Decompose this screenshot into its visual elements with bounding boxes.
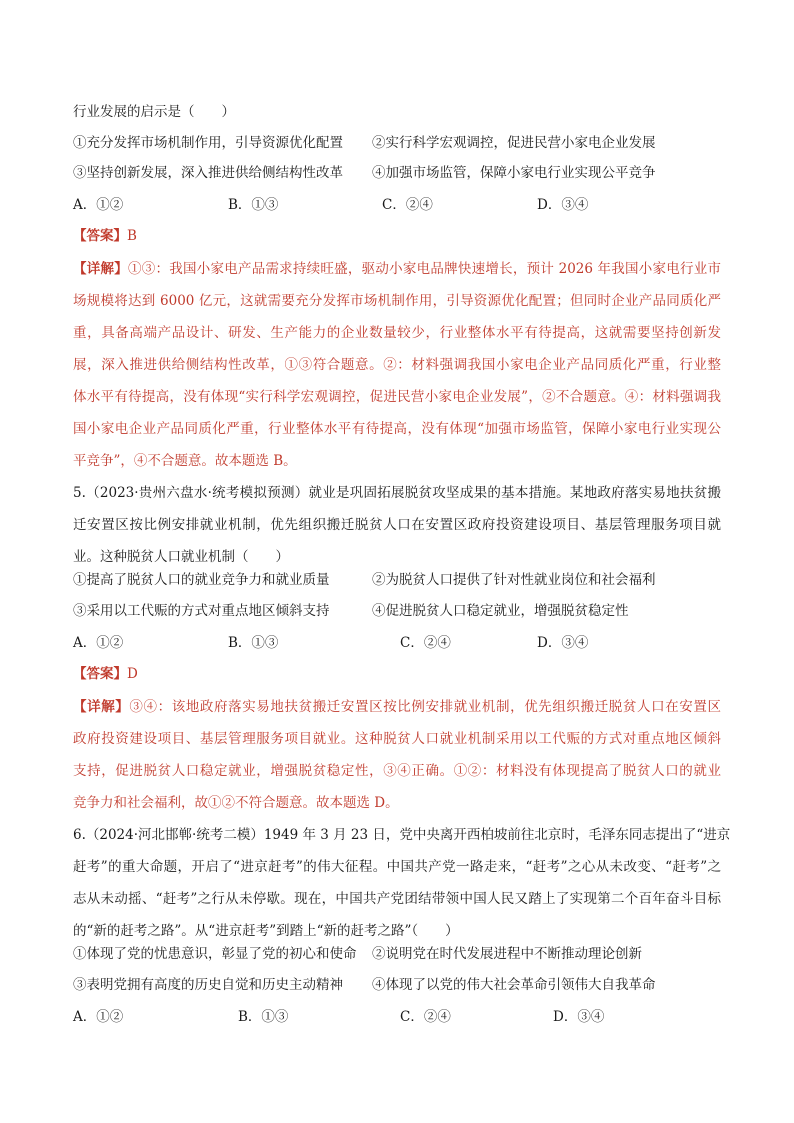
q5-item-4: ④促进脱贫人口稳定就业，增强脱贫稳定性 bbox=[372, 603, 629, 619]
q6-choice-d: D．③④ bbox=[553, 1009, 605, 1025]
q4-item-2: ②实行科学宏观调控，促进民营小家电企业发展 bbox=[372, 135, 656, 151]
q4-detail-line-5: 体水平有待提高，没有体现“实行科学宏观调控，促进民营小家电企业发展”，②不合题意。④：材料强调我 bbox=[73, 389, 721, 405]
q5-choice-b: B．①③ bbox=[228, 635, 279, 651]
q4-detail-line-6: 国小家电企业产品同质化严重，行业整体水平有待提高，没有体现“加强市场监管，保障小家电行业实现公 bbox=[73, 421, 721, 437]
q4-item-3: ③坚持创新发展，深入推进供给侧结构性改革 bbox=[73, 165, 343, 181]
q4-answer-value: B bbox=[127, 228, 137, 244]
q4-detail-line-2: 场规模将达到 6000 亿元，这就需要充分发挥市场机制作用，引导资源优化配置；但同时企业产品同质化严 bbox=[73, 293, 721, 309]
q5-item-1: ①提高了脱贫人口的就业竞争力和就业质量 bbox=[73, 572, 330, 588]
q4-choice-b: B．①③ bbox=[228, 197, 279, 213]
q5-item-2: ②为脱贫人口提供了针对性就业岗位和社会福利 bbox=[372, 572, 656, 588]
q5-stem-line-2: 迁安置区按比例安排就业机制，优先组织搬迁脱贫人口在安置区政府投资建设项目、基层管理服务项目就 bbox=[73, 517, 721, 533]
q6-item-2: ②说明党在时代发展进程中不断推动理论创新 bbox=[372, 946, 642, 962]
q5-detail-label: 【详解】 bbox=[73, 699, 130, 715]
q4-choice-c: C．②④ bbox=[382, 197, 433, 213]
q6-choice-b: B．①③ bbox=[238, 1009, 289, 1025]
q5-answer bbox=[73, 664, 138, 684]
q5-detail-line-1: 【详解】③④：该地政府落实易地扶贫搬迁安置区按比例安排就业机制，优先组织搬迁脱贫人口在安置区 bbox=[73, 699, 722, 715]
q4-item-4: ④加强市场监管，保障小家电行业实现公平竞争 bbox=[372, 165, 656, 181]
q6-stem-line-3: 志从未动摇、“赶考”之行从未停歇。现在，中国共产党团结带领中国人民又踏上了实现第二个百年奋斗目标 bbox=[73, 891, 721, 907]
q4-detail-line-4: 展，深入推进供给侧结构性改革，①③符合题意。②：材料强调我国小家电企业产品同质化严重，行业整 bbox=[73, 357, 721, 373]
q4-detail-label: 【详解】 bbox=[73, 261, 128, 277]
q4-detail-line-1: 【详解】①③：我国小家电产品需求持续旺盛，驱动小家电品牌快速增长，预计 2026 年我国小家电行业市 bbox=[73, 261, 721, 277]
q5-choice-d: D．③④ bbox=[537, 635, 589, 651]
q6-item-4: ④体现了以党的伟大社会革命引领伟大自我革命 bbox=[372, 977, 656, 993]
q6-stem-line-4: 的“新的赶考之路”。从“进京赶考”到踏上“新的赶考之路”（ ） bbox=[73, 923, 459, 939]
q4-detail-line-3: 重，具备高端产品设计、研发、生产能力的企业数量较少，行业整体水平有待提高，这就需要坚持创新发 bbox=[73, 325, 721, 341]
q5-answer-value: D bbox=[127, 666, 138, 682]
q5-item-3: ③采用以工代赈的方式对重点地区倾斜支持 bbox=[73, 603, 330, 619]
q6-choice-c: C．②④ bbox=[400, 1009, 451, 1025]
q5-choice-a: A．①② bbox=[73, 635, 124, 651]
q6-choice-a: A．①② bbox=[73, 1009, 124, 1025]
q5-stem-line-3: 业。这种脱贫人口就业机制（ ） bbox=[73, 549, 289, 565]
q5-answer-label: 【答案】 bbox=[73, 666, 127, 682]
q4-answer bbox=[73, 226, 137, 246]
q5-detail-line-4: 竞争力和社会福利，故①②不符合题意。故本题选 D。 bbox=[73, 795, 399, 811]
q6-item-1: ①体现了党的忧患意识，彰显了党的初心和使命 bbox=[73, 946, 357, 962]
q4-answer-label: 【答案】 bbox=[73, 228, 127, 244]
q4-stem-tail: 行业发展的启示是（ ） bbox=[73, 104, 235, 120]
q6-stem-line-1: 6.（2024·河北邯郸·统考二模）1949 年 3 月 23 日，党中央离开西柏坡前往北京时，毛泽东同志提出了“进京 bbox=[73, 827, 731, 843]
q4-detail-line-7: 平竞争”，④不合题意。故本题选 B。 bbox=[73, 453, 297, 469]
q4-choice-d: D．③④ bbox=[537, 197, 589, 213]
q5-choice-c: C．②④ bbox=[400, 635, 451, 651]
q4-item-1: ①充分发挥市场机制作用，引导资源优化配置 bbox=[73, 135, 343, 151]
q5-detail-line-3: 支持，促进脱贫人口稳定就业，增强脱贫稳定性，③④正确。①②：材料没有体现提高了脱贫人口的就业 bbox=[73, 763, 721, 779]
q4-choice-a: A．①② bbox=[73, 197, 124, 213]
q5-stem-line-1: 5.（2023·贵州六盘水·统考模拟预测）就业是巩固拓展脱贫攻坚成果的基本措施。某地政府落实易地扶贫搬 bbox=[73, 485, 721, 501]
q6-stem-line-2: 赶考”的重大命题，开启了“进京赶考”的伟大征程。中国共产党一路走来，“赶考”之心从未改变、“赶考”之 bbox=[73, 859, 721, 875]
q5-detail-line-2: 政府投资建设项目、基层管理服务项目就业。这种脱贫人口就业机制采用以工代赈的方式对重点地区倾斜 bbox=[73, 731, 721, 747]
q6-item-3: ③表明党拥有高度的历史自觉和历史主动精神 bbox=[73, 977, 343, 993]
